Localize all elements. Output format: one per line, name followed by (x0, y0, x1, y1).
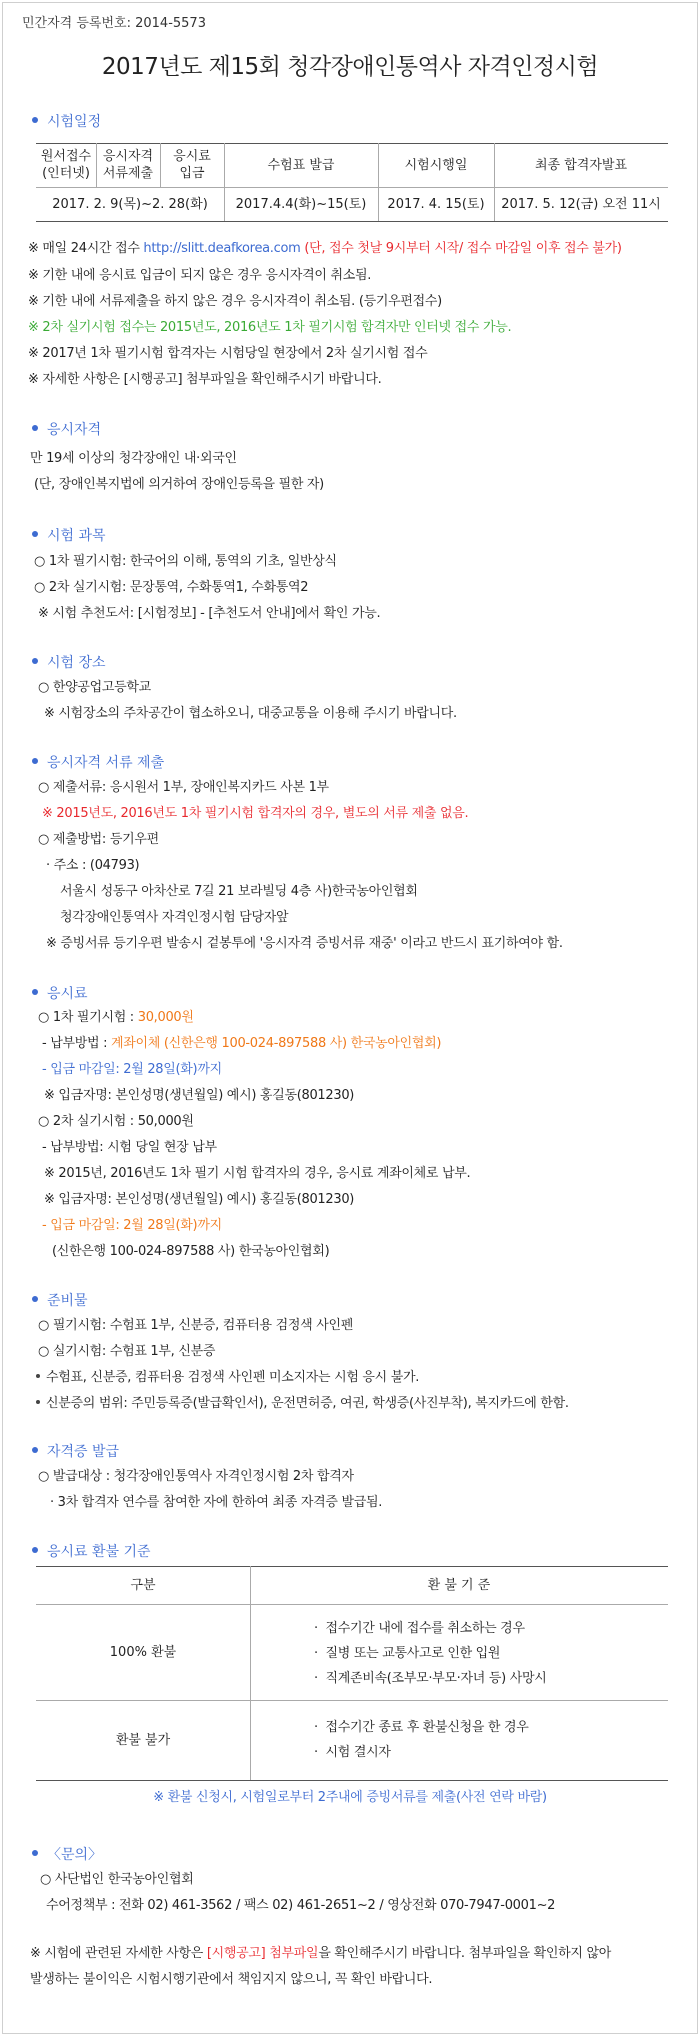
bullet-dot-icon (32, 1296, 38, 1302)
schedule-note-5: ※ 2017년 1차 필기시험 합격자는 시험당일 현장에서 2차 실기시험 접수 (28, 346, 428, 361)
bullet-dot-icon (32, 758, 38, 764)
section-heading-schedule: 시험일정 (32, 114, 101, 131)
venue-line-1: ○ 한양공업고등학교 (38, 680, 151, 695)
supplies-line-2: ○ 실기시험: 수험표 1부, 신분증 (38, 1344, 216, 1359)
refund-row-full-item: · 접수기간 내에 접수를 취소하는 경우 (314, 1621, 525, 1636)
refund-row-full-item: · 직계존비속(조부모·부모·자녀 등) 사망시 (314, 1671, 547, 1686)
schedule-value-exam-date: 2017. 4. 15(토) (387, 197, 485, 212)
footer-line-2: 발생하는 불이익은 시험시행기관에서 책임지지 않으니, 꼭 확인 바랍니다. (30, 1972, 433, 1987)
fee-line-9: - 입금 마감일: 2월 28일(화)까지 (42, 1218, 222, 1233)
section-heading-eligibility: 응시자격 (32, 422, 101, 439)
fee-line-4: ※ 입금자명: 본인성명(생년월일) 예시) 홍길동(801230) (44, 1088, 355, 1103)
schedule-header-ticket: 수험표 발급 (267, 158, 335, 173)
documents-line-2: ※ 2015년도, 2016년도 1차 필기시험 합격자의 경우, 별도의 서류 제출 없음. (42, 806, 469, 821)
supplies-line-1: ○ 필기시험: 수험표 1부, 신분증, 컴퓨터용 검정색 사인펜 (38, 1318, 354, 1333)
schedule-note-3: ※ 기한 내에 서류제출을 하지 않은 경우 응시자격이 취소됨. (등기우편접수) (28, 294, 442, 309)
section-heading-subjects: 시험 과목 (32, 528, 106, 545)
fee-line-1: ○ 1차 필기시험 : 30,000원 (38, 1010, 194, 1025)
application-link[interactable]: http://slitt.deafkorea.com (143, 241, 301, 256)
bullet-dot-icon (32, 531, 38, 537)
certificate-line-2: · 3차 합격자 연수를 참여한 자에 한하여 최종 자격증 발급됨. (50, 1495, 383, 1510)
venue-line-2: ※ 시험장소의 주차공간이 협소하오니, 대중교통을 이용해 주시기 바랍니다. (44, 706, 457, 721)
documents-recipient: 청각장애인통역사 자격인정시험 담당자앞 (60, 910, 289, 925)
section-heading-contact: 〈문의〉 (32, 1847, 102, 1864)
fee-line-10: (신한은행 100-024-897588 사) 한국농아인협회) (52, 1244, 330, 1259)
contact-line-2: 수어정책부 : 전화 02) 461-3562 / 팩스 02) 461-2651~2 / 영상전화 070-7947-0001~2 (46, 1898, 556, 1913)
section-heading-fee: 응시료 (32, 986, 88, 1003)
footer-line-1: ※ 시험에 관련된 자세한 사항은 [시행공고] 첨부파일을 확인해주시기 바랍니다. 첨부파일을 확인하지 않아 (30, 1946, 611, 1961)
refund-header-category: 구분 (130, 1578, 156, 1593)
bullet-dot-icon (32, 425, 38, 431)
supplies-line-3: 수험표, 신분증, 컴퓨터용 검정색 사인펜 미소지자는 시험 응시 불가. (34, 1370, 419, 1386)
bullet-icon (36, 1374, 40, 1378)
documents-line-4: · 주소 : (04793) (46, 858, 140, 873)
section-heading-certificate: 자격증 발급 (32, 1444, 119, 1461)
refund-row-none-label: 환불 불가 (115, 1733, 171, 1748)
schedule-note-1: ※ 매일 24시간 접수 http://slitt.deafkorea.com (단, 접수 첫날 9시부터 시작/ 접수 마감일 이후 접수 불가) (28, 241, 622, 256)
fee-line-6: - 납부방법: 시험 당일 현장 납부 (42, 1140, 217, 1155)
section-heading-documents: 응시자격 서류 제출 (32, 755, 164, 772)
schedule-value-application: 2017. 2. 9(목)~2. 28(화) (52, 197, 208, 212)
fee-line-2: - 납부방법 : 계좌이체 (신한은행 100-024-897588 사) 한국농아인협회) (42, 1036, 442, 1051)
schedule-value-ticket: 2017.4.4(화)~15(토) (235, 197, 367, 212)
bullet-dot-icon (32, 989, 38, 995)
refund-row-full-label: 100% 환불 (109, 1645, 177, 1660)
refund-note: ※ 환불 신청시, 시험일로부터 2주내에 증빙서류를 제출(사전 연락 바람) (153, 1790, 547, 1805)
fee-line-5: ○ 2차 실기시험 : 50,000원 (38, 1114, 194, 1129)
subjects-line-2: ○ 2차 실기시험: 문장통역, 수화통역1, 수화통역2 (34, 580, 309, 595)
refund-row-full-item: · 질병 또는 교통사고로 인한 입원 (314, 1646, 501, 1661)
schedule-value-result: 2017. 5. 12(금) 오전 11시 (501, 197, 661, 212)
subjects-line-1: ○ 1차 필기시험: 한국어의 이해, 통역의 기초, 일반상식 (34, 554, 337, 569)
schedule-note-6: ※ 자세한 사항은 [시행공고] 첨부파일을 확인해주시기 바랍니다. (28, 372, 382, 387)
refund-row-none-item: · 시험 결시자 (314, 1745, 391, 1760)
section-heading-supplies: 준비물 (32, 1293, 88, 1310)
refund-header-criteria: 환 불 기 준 (427, 1578, 491, 1593)
fee-line-7: ※ 2015년, 2016년도 1차 필기 시험 합격자의 경우, 응시료 계좌이체로 납부. (44, 1166, 471, 1181)
bullet-dot-icon (32, 658, 38, 664)
eligibility-line-2: (단, 장애인복지법에 의거하여 장애인등록을 필한 자) (34, 477, 324, 492)
schedule-note-2: ※ 기한 내에 응시료 입금이 되지 않은 경우 응시자격이 취소됨. (28, 268, 372, 283)
supplies-line-4: 신분증의 범위: 주민등록증(발급확인서), 운전면허증, 여권, 학생증(사진부착), 복지카드에 한함. (34, 1396, 569, 1412)
documents-line-3: ○ 제출방법: 등기우편 (38, 832, 159, 847)
schedule-note-4: ※ 2차 실기시험 접수는 2015년도, 2016년도 1차 필기시험 합격자만 인터넷 접수 가능. (28, 320, 512, 335)
bullet-dot-icon (32, 117, 38, 123)
bullet-dot-icon (32, 1850, 38, 1856)
documents-line-1: ○ 제출서류: 응시원서 1부, 장애인복지카드 사본 1부 (38, 780, 329, 795)
fee-line-3: - 입금 마감일: 2월 28일(화)까지 (42, 1062, 222, 1077)
bullet-dot-icon (32, 1547, 38, 1553)
section-heading-refund: 응시료 환불 기준 (32, 1544, 151, 1561)
documents-address: 서울시 성동구 아차산로 7길 21 보라빌딩 4층 사)한국농아인협회 (60, 884, 418, 899)
eligibility-line-1: 만 19세 이상의 청각장애인 내·외국인 (30, 451, 237, 466)
bullet-dot-icon (32, 1447, 38, 1453)
certificate-line-1: ○ 발급대상 : 청각장애인통역사 자격인정시험 2차 합격자 (38, 1469, 354, 1484)
schedule-header-fee: 응시료 입금 (173, 149, 211, 181)
section-heading-venue: 시험 장소 (32, 655, 106, 672)
schedule-header-result: 최종 합격자발표 (534, 158, 628, 173)
schedule-header-documents: 응시자격 서류제출 (102, 149, 154, 181)
schedule-header-exam-date: 시험시행일 (404, 158, 468, 173)
contact-line-1: ○ 사단법인 한국농아인협회 (40, 1872, 194, 1887)
registration-number: 민간자격 등록번호: 2014-5573 (22, 16, 206, 31)
fee-line-8: ※ 입금자명: 본인성명(생년월일) 예시) 홍길동(801230) (44, 1192, 355, 1207)
subjects-line-3: ※ 시험 추천도서: [시험정보] - [추천도서 안내]에서 확인 가능. (38, 606, 381, 621)
schedule-header-application: 원서접수 (인터넷) (40, 149, 92, 181)
page-title: 2017년도 제15회 청각장애인통역사 자격인정시험 (101, 54, 599, 80)
bullet-icon (36, 1400, 40, 1404)
documents-line-7: ※ 증빙서류 등기우편 발송시 겉봉투에 '응시자격 증빙서류 재중' 이라고 반드시 표기하여야 함. (46, 936, 563, 951)
refund-row-none-item: · 접수기간 종료 후 환불신청을 한 경우 (314, 1720, 529, 1735)
